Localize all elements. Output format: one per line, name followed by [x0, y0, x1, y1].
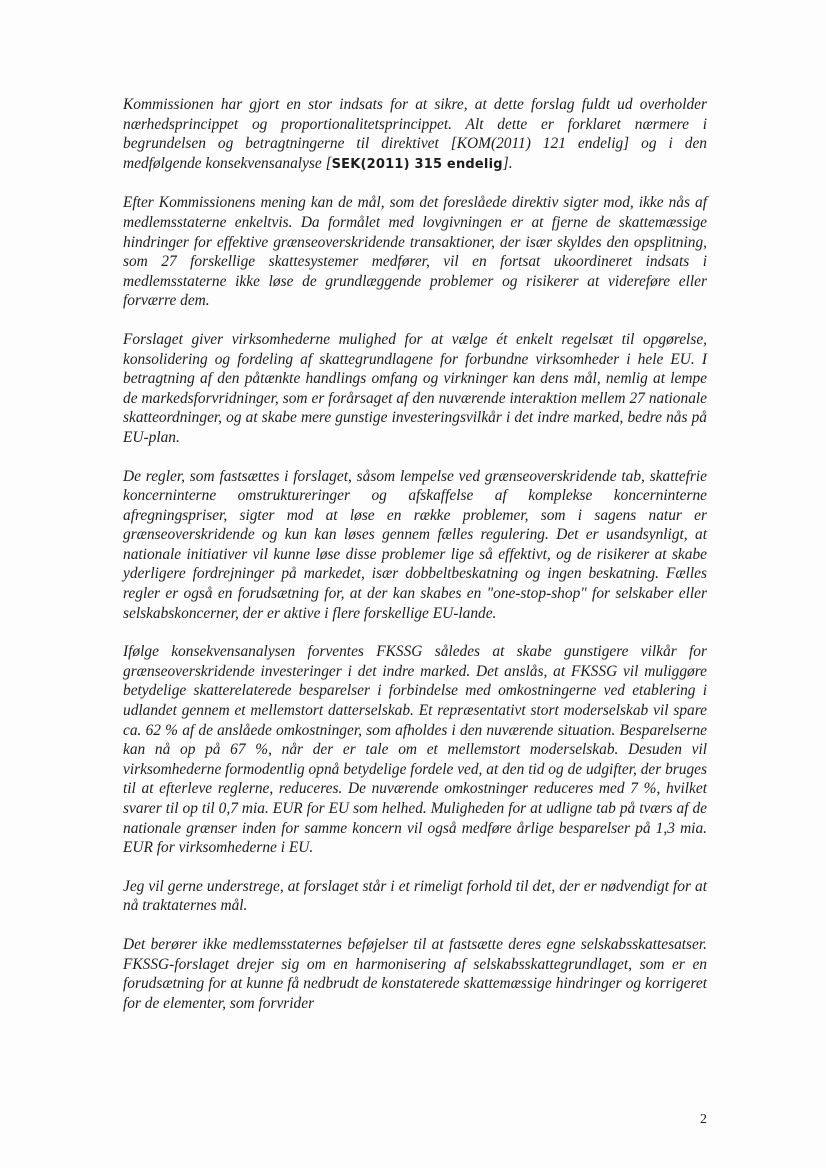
paragraph-1-text: Kommissionen har gjort en stor indsats for at sikre, at dette forslag fuldt ud overholder nærhedsprincippet og proportionalitetsprincippet. Alt dette er forklaret nærmere i begrundelsen og betragtningerne til direktivet [KOM(2011) 121 endelig] og i den medfølgende konsekvensanalyse [ [123, 96, 707, 172]
body-text [123, 95, 707, 1032]
page-number: 2 [700, 1112, 707, 1127]
paragraph-6: Jeg vil gerne understrege, at forslaget står i et rimeligt forhold til det, der er nødvendigt for at nå traktaternes mål. [123, 877, 707, 915]
document-reference-stamp: SEK(2011) 315 endelig [331, 156, 503, 172]
paragraph-1 [123, 95, 707, 174]
paragraph-7: Det berører ikke medlemsstaternes beføjelser til at fastsætte deres egne selskabsskattesatser. FKSSG-forslaget drejer sig om en harmonisering af selskabsskattegrundlaget, som er en forudsætning for at kunne få nedbrudt de konstaterede skattemæssige hindringer og korrigeret for de elementer, som forvrider [123, 935, 707, 1012]
paragraph-5: Ifølge konsekvensanalysen forventes FKSSG således at skabe gunstigere vilkår for grænseoverskridende investeringer i det indre marked. Det anslås, at FKSSG vil muliggøre betydelige skatterelaterede besparelser i forbindelse med omkostningerne ved etablering i udlandet gennem et mellemstort datterselskab. Et repræsentativt stort moderselskab vil spare ca. 62 % af de anslåede omkostninger, som afholdes i den nuværende situation. Besparelserne kan nå op på 67 %, når der er tale om et mellemstort moderselskab. Desuden vil virksomhederne formodentlig opnå betydelige fordele ved, at den tid og de udgifter, der bruges til at efterleve reglerne, reduceres. De nuværende omkostninger reduceres med 7 %, hvilket svarer til op til 0,7 mia. EUR for EU som helhed. Muligheden for at udligne tab på tværs af de nationale grænser inden for samme koncern vil også medføre årlige besparelser på 1,3 mia. EUR for virksomhederne i EU. [123, 643, 707, 857]
paragraph-4: De regler, som fastsættes i forslaget, såsom lempelse ved grænseoverskridende tab, skattefrie koncerninterne omstruktureringer og afskaffelse af komplekse koncerninterne afregningspriser, sigter mod at løse en række problemer, som i sagens natur er grænseoverskridende og kun kan løses gennem fælles regulering. Det er usandsynligt, at nationale initiativer vil kunne løse disse problemer lige så effektivt, og de risikerer at skabe yderligere fordrejninger på markedet, især dobbeltbeskatning og ingen beskatning. Fælles regler er også en forudsætning for, at der kan skabes en "one-stop-shop" for selskaber eller selskabskoncerner, der er aktive i flere forskellige EU-lande. [123, 467, 707, 622]
paragraph-2: Efter Kommissionens mening kan de mål, som det foreslåede direktiv sigter mod, ikke nås af medlemsstaterne enkeltvis. Da formålet med lovgivningen er at fjerne de skattemæssige hindringer for effektive grænseoverskridende transaktioner, der især skyldes den opsplitning, som 27 forskellige skattesystemer medfører, vil en fortsat ukoordineret indsats i medlemsstaterne ikke løse de grundlæggende problemer og risikerer at videreføre eller forværre dem. [123, 194, 707, 310]
paragraph-3: Forslaget giver virksomhederne mulighed for at vælge ét enkelt regelsæt til opgørelse, konsolidering og fordeling af skattegrundlagene for forbundne virksomheder i hele EU. I betragtning af den påtænkte handlings omfang og virkninger kan dens mål, nemlig at lempe de markedsforvridninger, som er forårsaget af den nuværende interaktion mellem 27 nationale skatteordninger, og at skabe mere gunstige investeringsvilkår i det indre marked, bedre nås på EU-plan. [123, 330, 707, 446]
paragraph-1-end: ]. [502, 154, 513, 172]
